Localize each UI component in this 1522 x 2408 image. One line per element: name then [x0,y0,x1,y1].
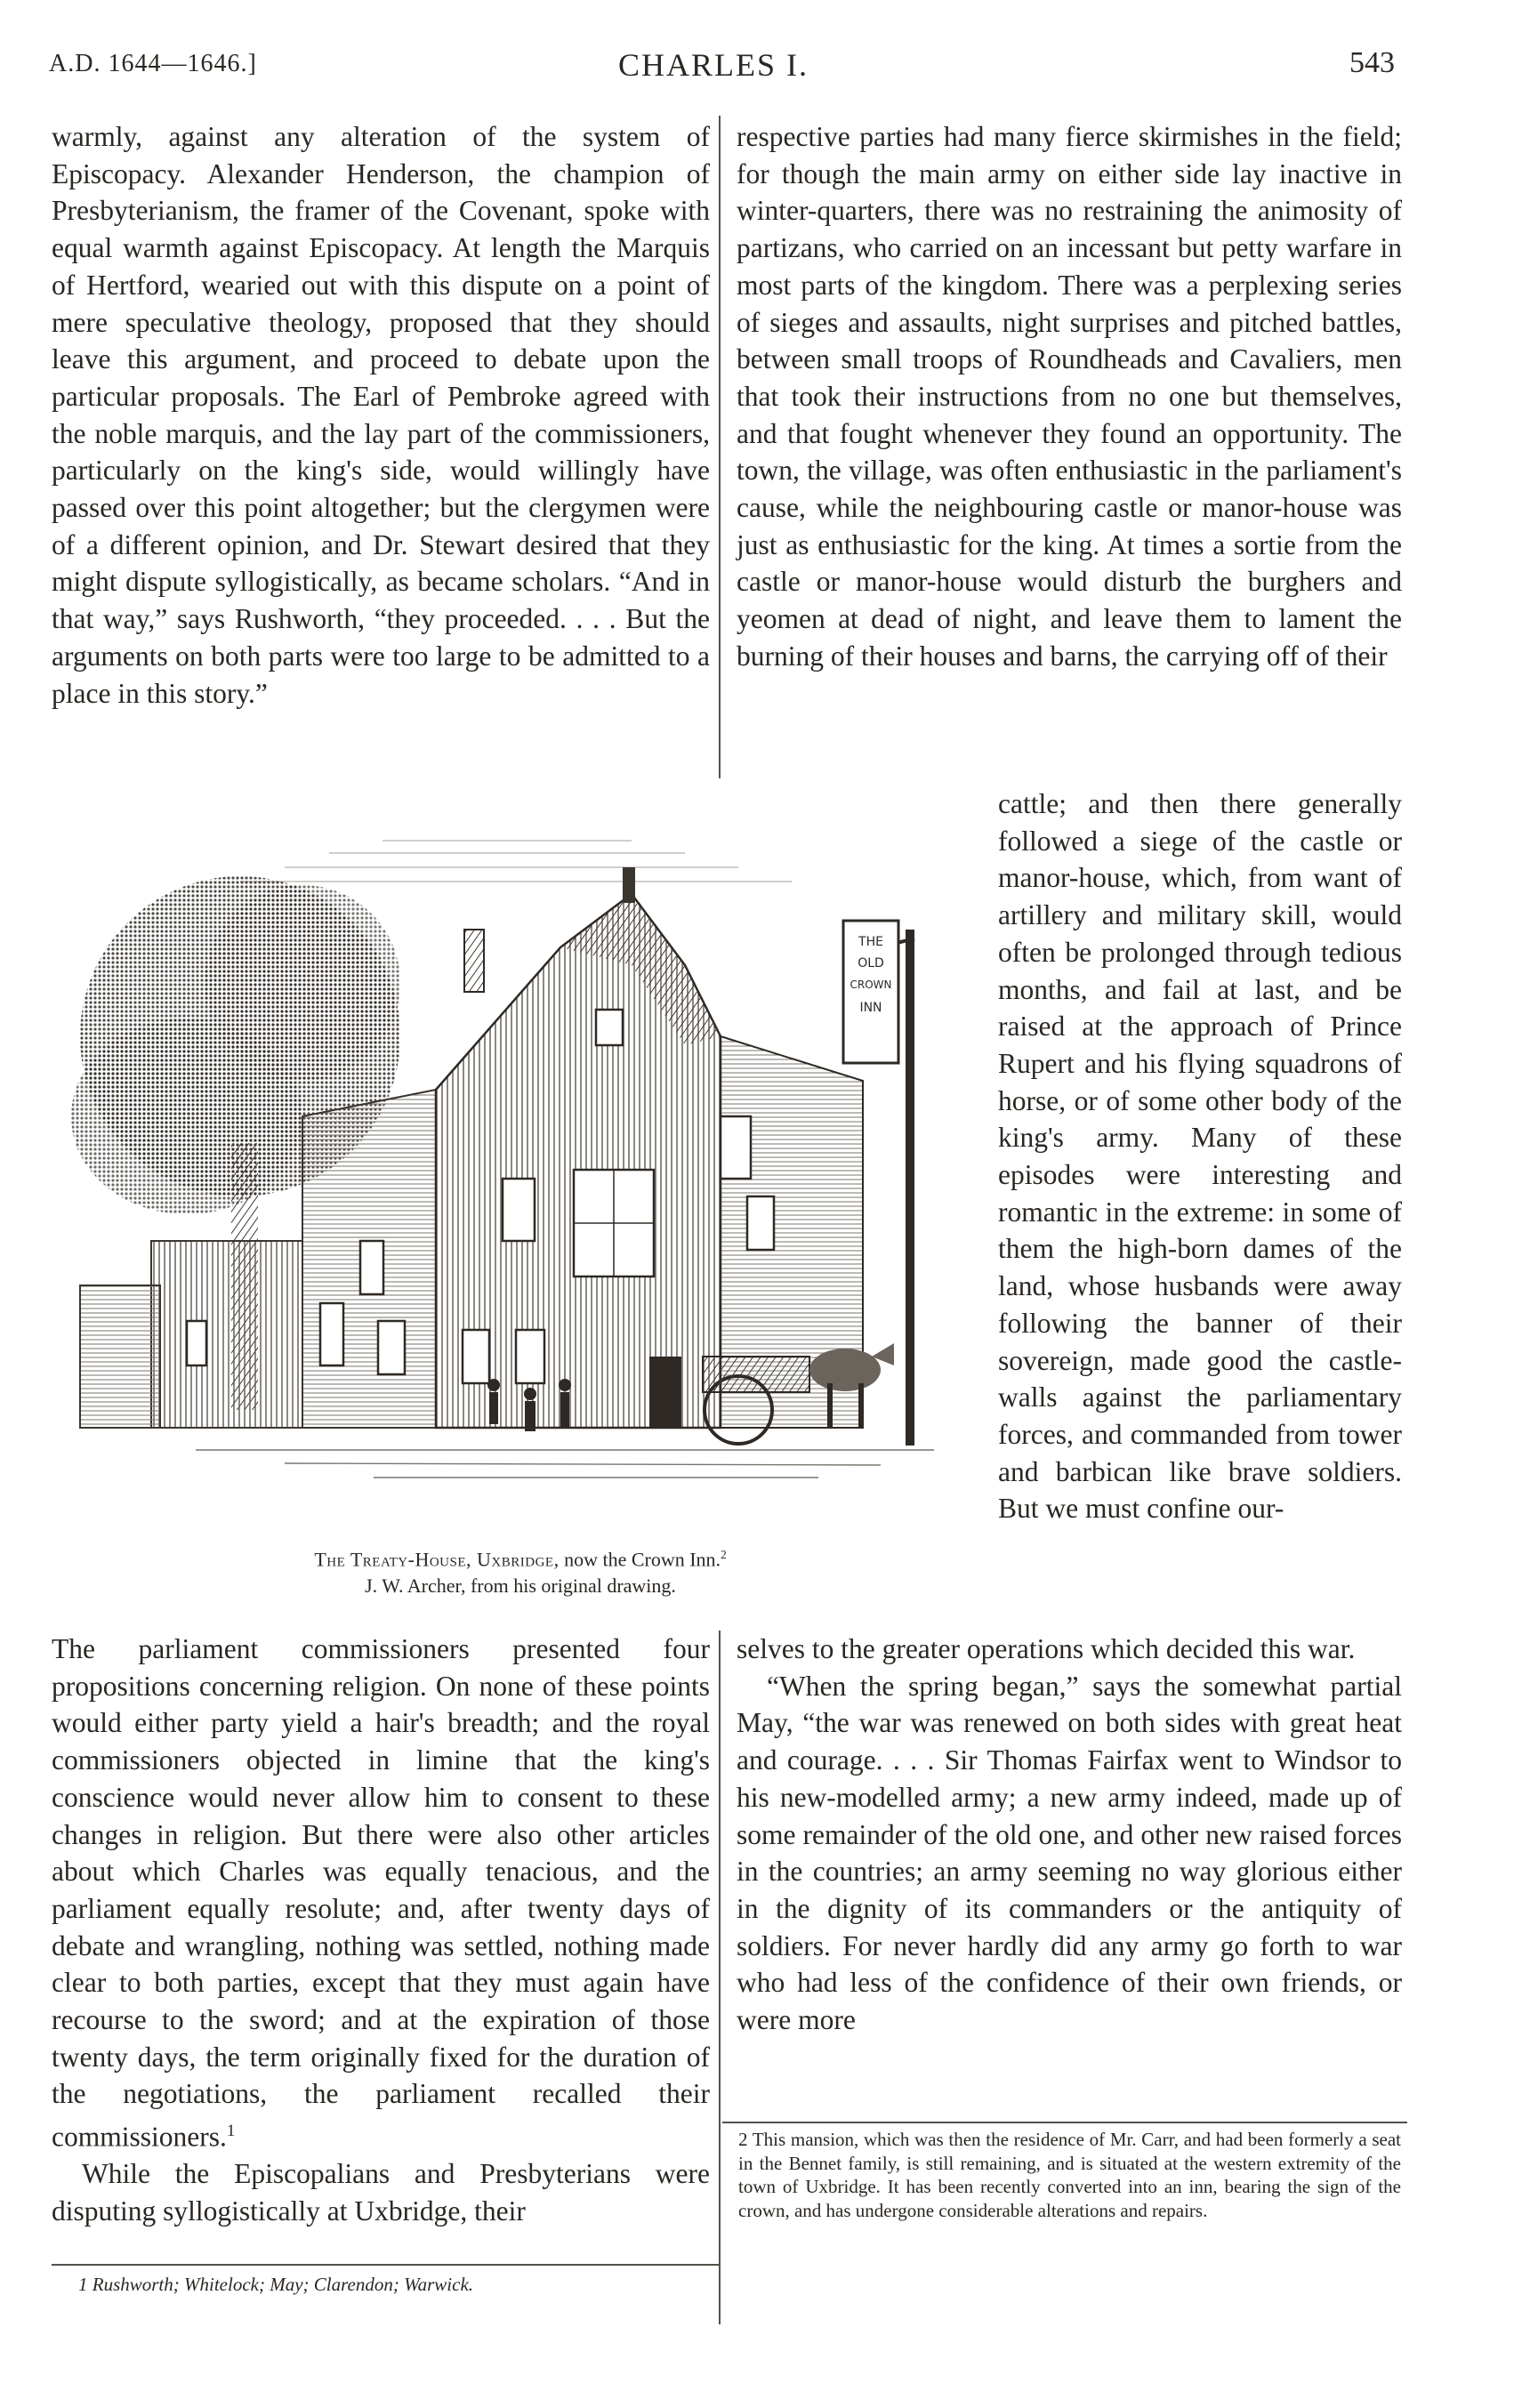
paragraph: respective parties had many fierce skirmishes in the field; for though the main army on either side lay inactive in winter-quarters, there was no restraining the animosity of partizans, who carried on an incessant but petty warfare in most parts of the kingdom. There was a perplexing series of sieges and assaults, night surprises and pitched battles, between small troops of Roundheads and Cavaliers, men that took their instructions from no one but themselves, and that fought whenever they found an opportunity. The town, the village, was often enthusiastic in the parliament's cause, while the neighbouring castle or manor-house was just as enthusiastic for the king. At times a sortie from the castle or manor-house would disturb the burghers and yeomen at dead of night, and leave them to lament the burning of their houses and barns, the carrying off of their [737,121,1402,672]
sign-text-line: OLD [858,956,884,970]
paragraph: selves to the greater operations which decided this war. [737,1633,1356,1664]
footnote-right: 2 This mansion, which was then the residence of Mr. Carr, and had been formerly a seat in the Bennet family, is still remaining, and is situated at the western extremity of the town of Uxbridge. It has been recently converted into an inn, bearing the sign of the crown, and has undergone considerable alterations and repairs. [738,2129,1401,2221]
sign-text-line: THE [858,935,883,949]
running-header [49,46,1395,93]
caption-note-ref: 2 [721,1548,727,1561]
paragraph: “When the spring began,” says the somewhat partial May, “the war was renewed on both sides with great heat and courage. . . . Sir Thomas Fairfax went to Windsor to his new-modelled army; a new army indeed, made up of some remainder of the old one, and other new raised forces in the countries; an army seeming no way glorious either in the dignity of its commanders or the antiquity of soldiers. For never hardly did any army go forth to war who had less of the confidence of their own friends, or were more [737,1670,1402,2036]
caption-subtitle: now the Crown Inn. [564,1548,721,1571]
footnote-ref: 1 [226,2122,236,2141]
paragraph-text: The parliament commissioners presented four propositions concerning religion. On none of these points would either party yield a hair's breadth; and the royal commissioners objected in limine that the king's conscience would never allow him to consent to these changes in religion. But there were also other articles about which Charles was equally tenacious, and the parliament equally resolute; and, after twenty days of debate and wrangling, nothing was settled, nothing made clear to both parties, except that they must again have recourse to the sword; and at the expiration of those twenty days, the term originally fixed for the duration of the negotiations, the parliament recalled their commissioners. [52,1633,710,2153]
right-column-narrow [998,785,1402,1527]
header-title: CHARLES I. [618,47,809,83]
engraving-treaty-house [62,823,977,1499]
footnote-left: 1 Rushworth; Whitelock; May; Clarendon; Warwick. [78,2274,474,2295]
header-date-range: A.D. 1644—1646.] [49,50,257,77]
page-number: 543 [1349,46,1395,79]
column-divider [719,116,721,778]
paragraph: warmly, against any alteration of the system of Episcopacy. Alexander Henderson, the champion of Presbyterianism, the framer of the Covenant, spoke with equal warmth against Episcopacy. At length the Marquis of Hertford, wearied out with this dispute on a point of mere speculative theology, proposed that they should leave this argument, and proceed to debate upon the particular proposals. The Earl of Pembroke agreed with the noble marquis, and the lay part of the commissioners, particularly on the king's side, would willingly have passed over this point altogether; but the clergymen were of a different opinion, and Dr. Stewart desired that they might dispute syllogistically, as became scholars. “And in that way,” says Rushworth, “they proceeded. . . . But the arguments on both parts were too large to be admitted to a place in this story.” [52,121,710,709]
paragraph: While the Episcopalians and Presbyterians were disputing syllogistically at Uxbridge, their [52,2158,710,2227]
left-column-bottom [52,1631,710,2230]
caption-credit: J. W. Archer, from his original drawing. [365,1574,676,1598]
right-column-bottom [737,1631,1402,2039]
footnote-rule [722,2122,1407,2123]
caption-title: The Treaty-House, Uxbridge, [314,1548,560,1571]
left-column-top [52,118,710,712]
right-column-top [737,118,1402,675]
sign-text-line: CROWN [850,979,892,991]
column-divider [719,1631,721,2324]
sign-text-line: INN [859,1001,882,1015]
paragraph: cattle; and then there generally followed a siege of the castle or manor-house, which, from want of artillery and military skill, would often be prolonged through tedious months, and fail at last, and be raised at the approach of Prince Rupert and his flying squadrons of horse, or of some other body of the king's army. Many of these episodes were interesting and romantic in the extreme: in some of them the high-born dames of the land, whose husbands were away following the banner of their sovereign, made good the castle-walls against the parliamentary forces, and commanded from tower and barbican like brave soldiers. But we must confine our- [998,788,1402,1525]
figure-caption [71,1542,970,1599]
paragraph [52,1631,710,2155]
footnote-rule [52,2264,719,2266]
